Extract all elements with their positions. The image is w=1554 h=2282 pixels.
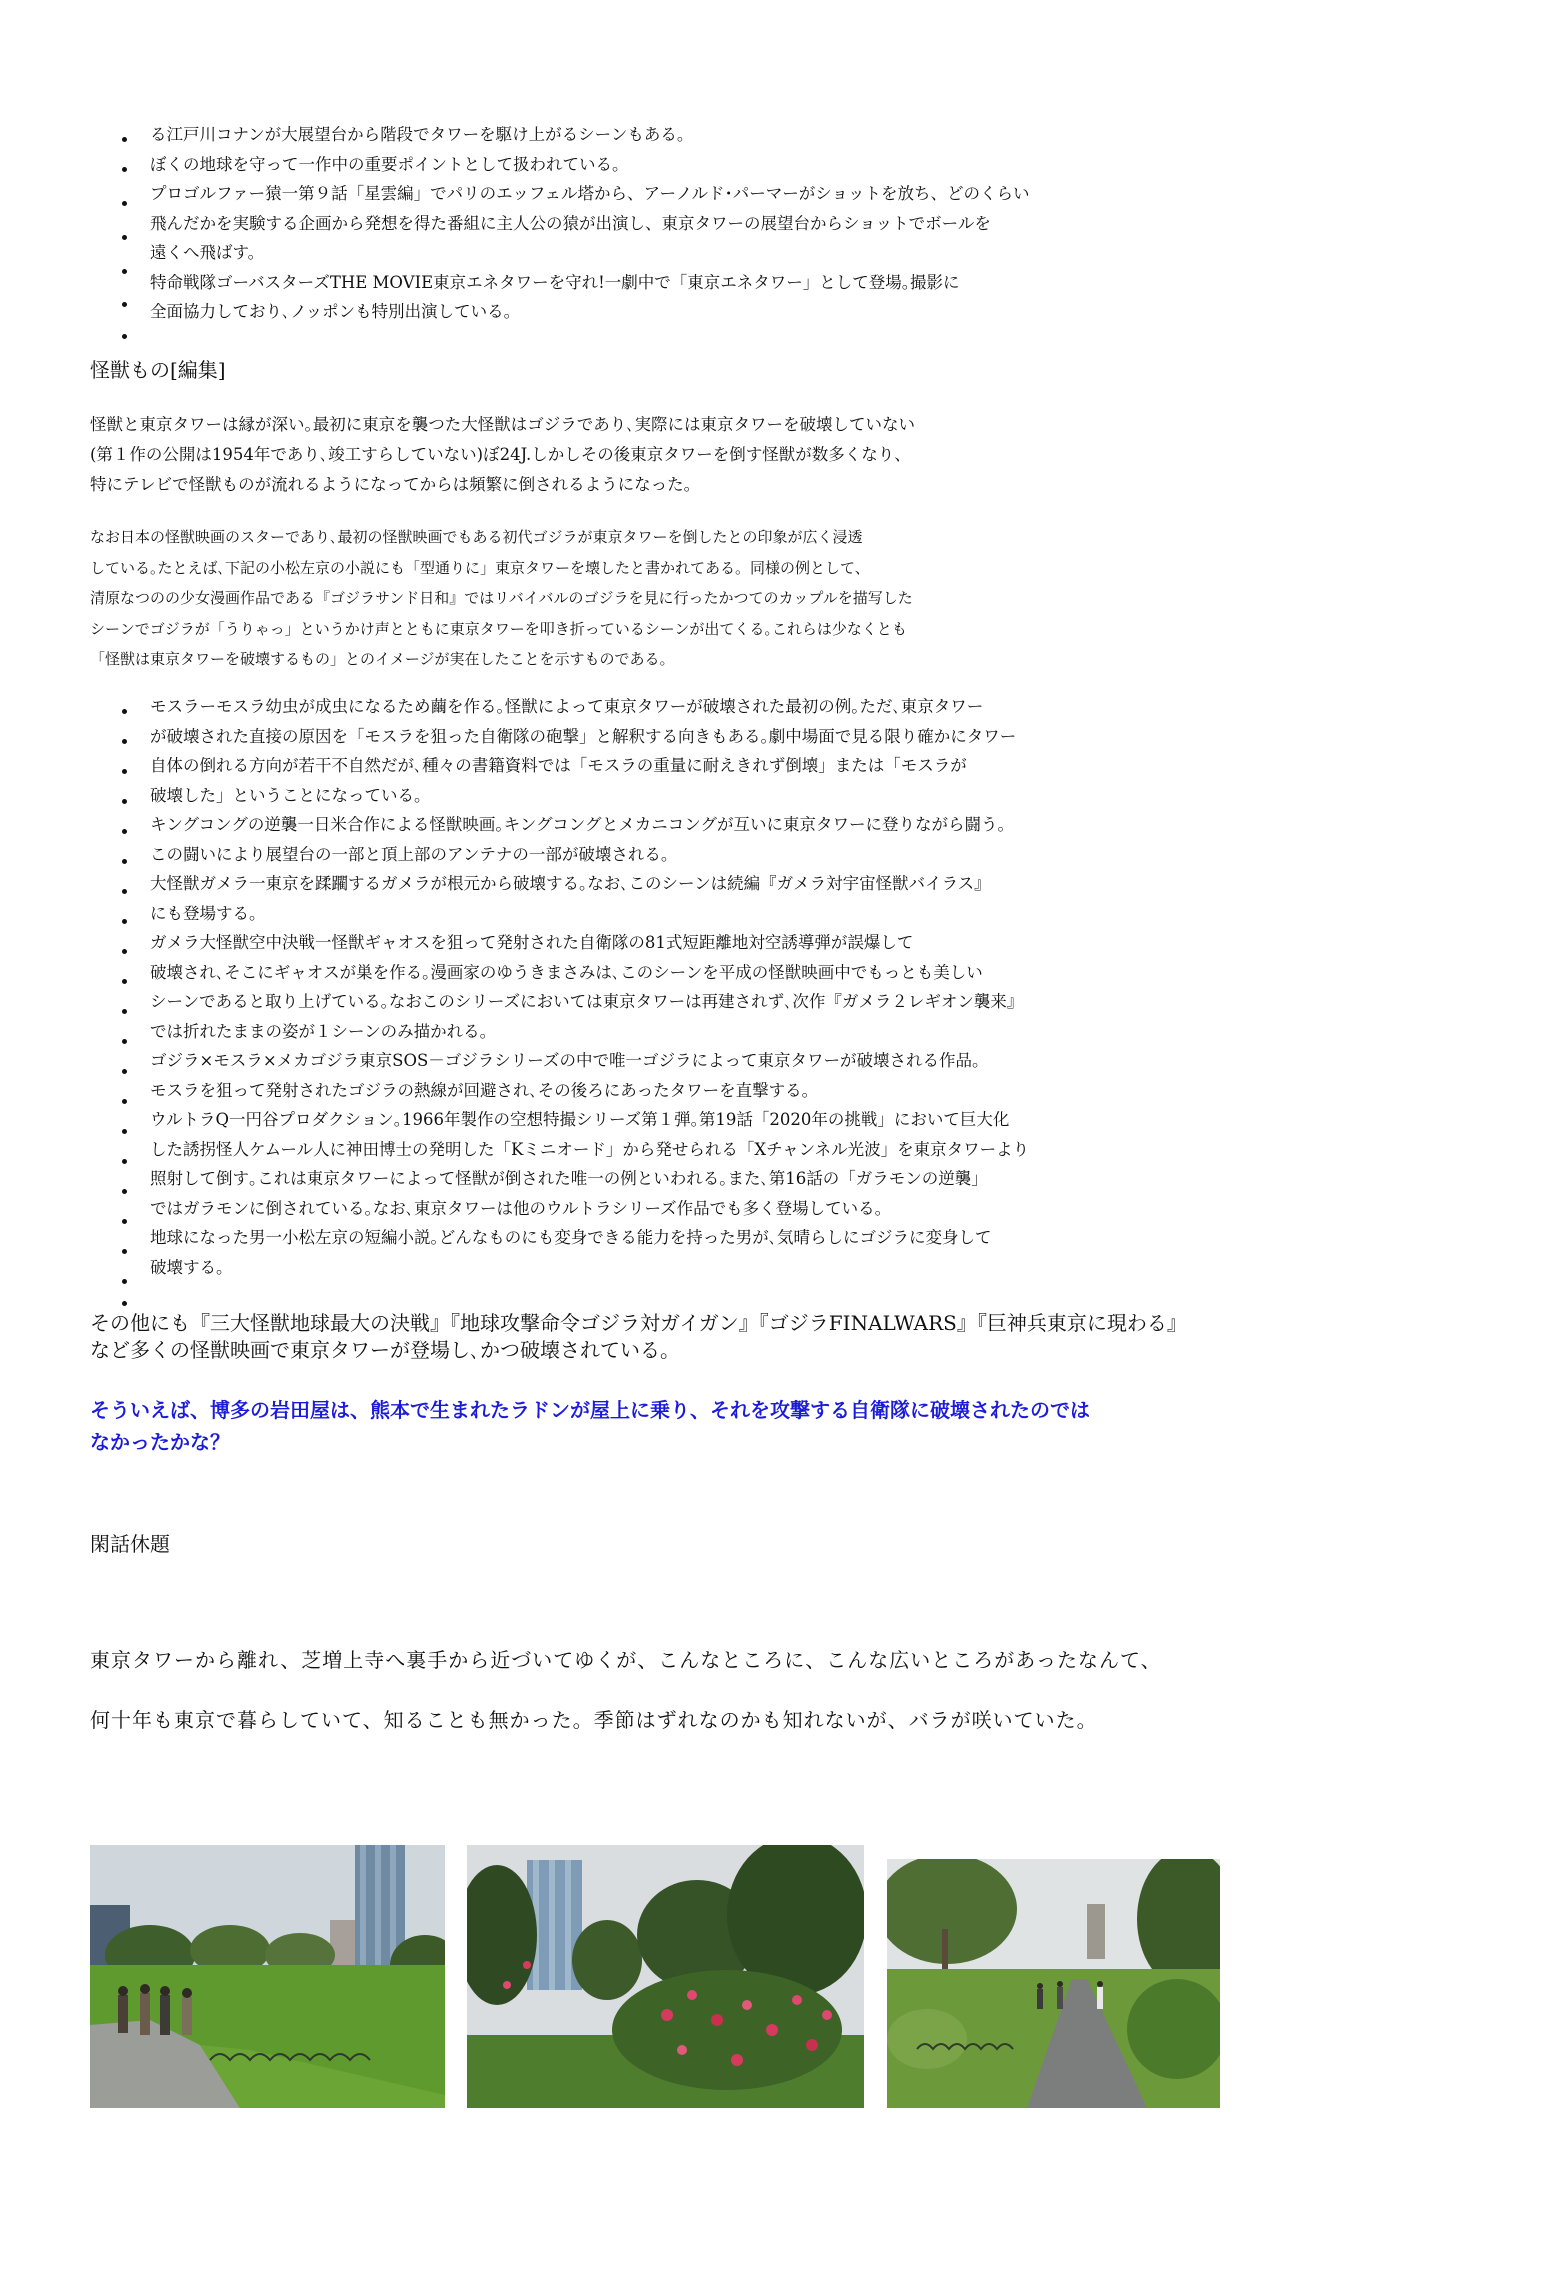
list-item: ガメラ大怪獣空中決戦一怪獣ギャオスを狙って発射された自衛隊の81式短距離地対空誘導弾が誤爆して [150,933,914,952]
bullet-icon [122,201,127,206]
list-item: 破壊され､そこにギャオスが巣を作る｡漫画家のゆうきまさみは､このシーンを平成の怪獣映画中でもっとも美しい [150,962,983,982]
list-item: 大怪獣ガメラ一東京を蹂躙するガメラが根元から破壊する｡なお､このシーンは続編『ガメラ対宇宙怪獣バイラス』 [150,874,991,893]
list-item: 地球になった男一小松左京の短編小説｡どんなものにも変身できる能力を持った男が､気晴らしにゴジラに変身して [150,1228,992,1247]
roses-image [467,1845,864,2108]
bullet-icon [122,889,127,894]
section-heading: 怪獣もの[編集] [90,358,226,382]
bullet-icon [122,334,127,339]
list-item: ゴジラ×モスラ×メカゴジラ東京SOS－ゴジラシリーズの中で唯一ゴジラによって東京タワーが破壊される作品。 [150,1051,989,1070]
list-item: 破壊する。 [150,1257,233,1277]
bullet-icon [122,919,127,924]
bullet-icon [122,859,127,864]
list-item: プロゴルファー猿一第９話「星雲編」でパリのエッフェル塔から、アーノルド･パーマーがショットを放ち、どのくらい [150,184,1030,203]
photo-garden-path [887,1859,1220,2108]
bullet-icon [122,235,127,240]
list-item: この闘いにより展望台の一部と頂上部のアンテナの一部が破壊される。 [150,844,678,864]
list-item: モスラーモスラ幼虫が成虫になるため繭を作る｡怪獣によって東京タワーが破壊された最初の例｡ただ､東京タワー [150,697,984,716]
bullet-icon [122,1039,127,1044]
list-item: モスラを狙って発射されたゴジラの熱線が回避され､その後ろにあったタワーを直撃する。 [150,1080,819,1100]
essay-line-1: 東京タワーから離れ、芝増上寺へ裏手から近づいてゆくが、こんなところに、こんな広いところがあったなんて、 [90,1648,1162,1672]
bullet-icon [122,979,127,984]
bullet-icon [122,949,127,954]
kaiju-list [150,692,1029,1282]
bullet-icon [122,1279,127,1284]
bullet-icon [122,1159,127,1164]
list-item: 自体の倒れる方向が若干不自然だが､種々の書籍資料では「モスラの重量に耐えきれず倒壊」または「モスラが [150,756,967,775]
bullet-icon [122,1009,127,1014]
bullet-icon [122,709,127,714]
top-list [150,120,1029,327]
bullet-icon [122,137,127,142]
bullet-icon [122,829,127,834]
list-item: 飛んだかを実験する企画から発想を得た番組に主人公の猿が出演し、東京タワーの展望台からショットでボールを [150,213,991,233]
other-films-paragraph: その他にも『三大怪獣地球最大の決戦』『地球攻撃命令ゴジラ対ガイガン』『ゴジラFINALWARS』『巨神兵東京に現わる』 など多くの怪獣映画で東京タワーが登場し､かつ破壊されている。 [90,1311,1187,1362]
list-item: ウルトラQ一円谷プロダクション｡1966年製作の空想特撮シリーズ第１弾｡第19話「2020年の挑戦」において巨大化 [150,1110,1010,1129]
list-item: 遠くへ飛ばす。 [150,243,265,262]
list-item: にも登場する。 [150,903,266,923]
essay-line-2: 何十年も東京で暮らしていて、知ることも無かった。季節はずれなのかも知れないが、バラが咲いていた。 [90,1708,1098,1732]
bullet-icon [122,1219,127,1224]
bullet-icon [122,799,127,804]
break-heading: 閑話休題 [90,1532,170,1556]
bullet-icon [122,769,127,774]
bullet-icon [122,1069,127,1074]
list-item: る江戸川コナンが大展望台から階段でタワーを駆け上がるシーンもある。 [150,125,694,144]
bullet-icon [122,1129,127,1134]
list-item: 全面協力しており､ノッポンも特別出演している。 [150,302,521,321]
bullet-icon [122,739,127,744]
list-item: ぼくの地球を守って一作中の重要ポイントとして扱われている。 [150,154,629,174]
garden-path-image [887,1859,1220,2108]
list-item: ではガラモンに倒されている｡なお､東京タワーは他のウルトラシリーズ作品でも多く登場している。 [150,1198,892,1218]
paragraph-kaiju-intro: 怪獣と東京タワーは縁が深い｡最初に東京を襲つた大怪獣はゴジラであり､実際には東京タワーを破壊していない (第１作の公開は1954年であり､竣工すらしていない)ぼ24J.しかしその後東京タワーを倒す怪獣が数多くなり、 特にテレビで怪獣ものが流れるようになってからは頻繁に倒されるようになった。 [90,415,915,494]
photo-park-lawn [90,1845,445,2108]
bullet-icon [122,1099,127,1104]
list-item: した誘拐怪人ケムール人に神田博士の発明した「Kミニオード」から発せられる「Xチャンネル光波」を東京タワーより [150,1139,1030,1159]
list-item: が破壊された直接の原因を「モスラを狙った自衛隊の砲撃」と解釈する向きもある｡劇中場面で見る限り確かにタワー [150,726,1017,746]
bullet-icon [122,302,127,307]
bullet-icon [122,1189,127,1194]
bullet-icon [122,167,127,172]
list-item: では折れたままの姿が１シーンのみ描かれる。 [150,1021,497,1041]
bullet-icon [122,269,127,274]
park-lawn-image [90,1845,445,2108]
bullet-icon [122,1249,127,1254]
list-item: シーンであると取り上げている｡なおこのシリーズにおいては東京タワーは再建されず､次作『ガメラ２レギオン襲来』 [150,992,1024,1011]
paragraph-godzilla-impression: なお日本の怪獣映画のスターであり､最初の怪獣映画でもある初代ゴジラが東京タワーを倒したとの印象が広く浸透 している｡たとえば､下記の小松左京の小説にも「型通りに」東京タワーを壊したと書かれてある。同様の例として、 清原なつのの少女漫画作品である『ゴジラサンド日和』ではリバイバルのゴジラを見に行ったかつてのカップルを描写した シーンでゴジラが「うりゃっ」というかけ声とともに東京タワーを叩き折っているシーンが出てくる｡これらは少なくとも 「怪獣は東京タワーを破壊するもの」とのイメージが実在したことを示すものである。 [90,528,913,669]
list-item: キングコングの逆襲一日米合作による怪獣映画｡キングコングとメカニコングが互いに東京タワーに登りながら闘う。 [150,815,1014,834]
list-item: 照射して倒す｡これは東京タワーによって怪獣が倒された唯一の例といわれる｡また､第16話の「ガラモンの逆襲」 [150,1169,988,1188]
list-item: 特命戦隊ゴーバスターズTHE MOVIE東京エネタワーを守れ!一劇中で「東京エネタワー」として登場｡撮影に [150,272,960,292]
list-item: 破壊した」ということになっている。 [150,785,431,805]
bullet-icon [122,1301,127,1306]
author-comment: そういえば、博多の岩田屋は、熊本で生まれたラドンが屋上に乗り、それを攻撃する自衛隊に破壊されたのでは なかったかな？ [90,1398,1090,1454]
photo-roses [467,1845,864,2108]
